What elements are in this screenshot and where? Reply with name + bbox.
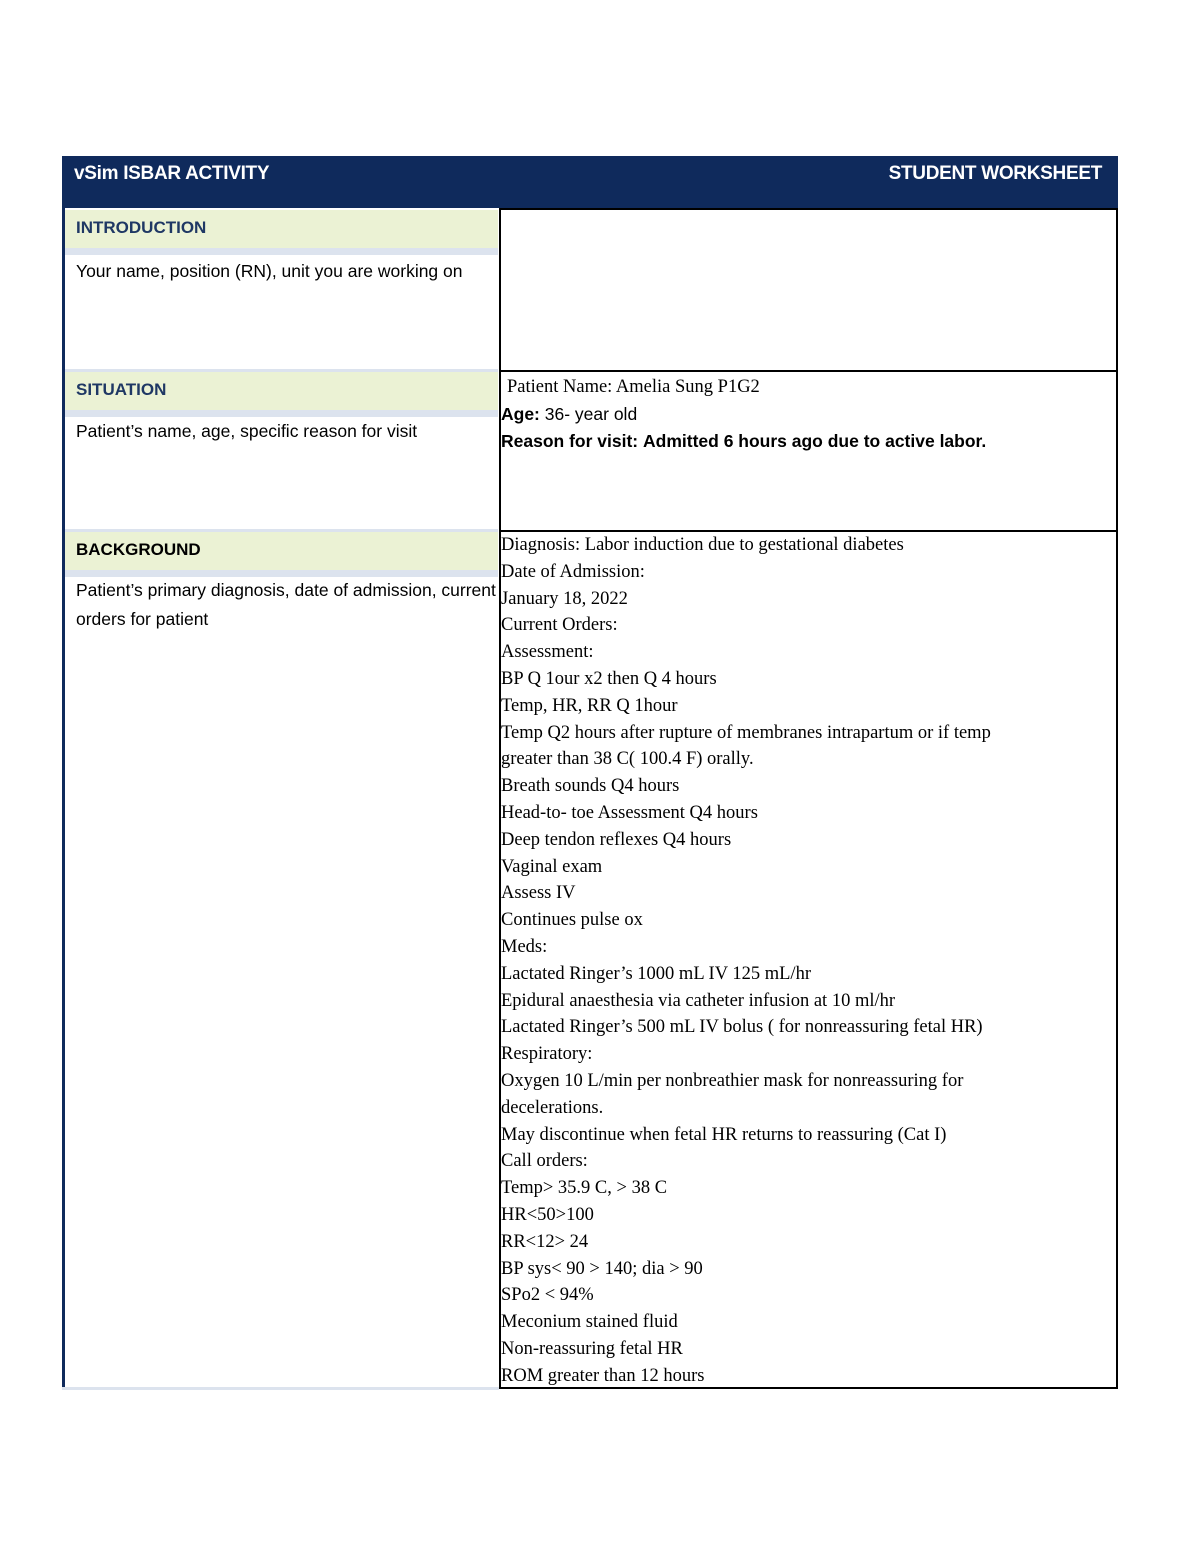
reason-for-visit: Reason for visit: Admitted 6 hours ago due to active labor. [501,430,987,451]
background-line: ROM greater than 12 hours [501,1365,705,1386]
background-line: BP Q 1our x2 then Q 4 hours [501,668,717,689]
background-line: Lactated Ringer’s 1000 mL IV 125 mL/hr [501,963,811,984]
background-description: Patient’s primary diagnosis, date of admission, current orders for patient [76,580,496,629]
background-line: Oxygen 10 L/min per nonbreathier mask for nonreassuring for [501,1070,964,1091]
bottom-border [62,1387,499,1390]
background-line: Head-to- toe Assessment Q4 hours [501,802,758,823]
background-line: Temp, HR, RR Q 1hour [501,695,678,716]
background-line: Meconium stained fluid [501,1312,678,1333]
introduction-description: Your name, position (RN), unit you are working on [76,261,463,281]
background-line: Assess IV [501,883,576,904]
background-line: Temp Q2 hours after rupture of membranes intrapartum or if temp [501,722,991,743]
background-line: Vaginal exam [501,856,603,877]
background-line: Temp> 35.9 C, > 38 C [501,1178,668,1199]
introduction-answer-box[interactable] [499,208,1118,372]
background-line: BP sys< 90 > 140; dia > 90 [501,1258,703,1279]
worksheet-label: STUDENT WORKSHEET [888,163,1102,184]
background-line: Lactated Ringer’s 500 mL IV bolus ( for nonreassuring fetal HR) [501,1017,983,1038]
background-line: greater than 38 C( 100.4 F) orally. [501,749,754,770]
activity-title: vSim ISBAR ACTIVITY [74,163,270,184]
background-line: Breath sounds Q4 hours [501,776,680,797]
situation-answer [501,374,986,454]
background-line: Meds: [501,936,548,957]
background-line: Respiratory: [501,1044,593,1065]
background-line: Call orders: [501,1151,588,1172]
background-line: May discontinue when fetal HR returns to reassuring (Cat I) [501,1124,947,1145]
situation-label: SITUATION [65,372,498,417]
background-label: BACKGROUND [65,532,498,577]
background-line: HR<50>100 [501,1204,594,1225]
background-line: Diagnosis: Labor induction due to gestational diabetes [501,535,904,555]
background-line: Epidural anaesthesia via catheter infusion at 10 ml/hr [501,990,896,1011]
background-line: RR<12> 24 [501,1231,589,1252]
worksheet-header [62,156,1118,208]
patient-name: Patient Name: Amelia Sung P1G2 [507,377,760,397]
background-line: Current Orders: [501,615,618,636]
background-line: Non-reassuring fetal HR [501,1338,683,1359]
background-line: Date of Admission: [501,561,645,582]
background-line: decelerations. [501,1097,604,1118]
background-line: Continues pulse ox [501,910,643,931]
introduction-label: INTRODUCTION [65,210,498,255]
patient-age: Age: 36- year old [501,403,638,424]
background-line: Assessment: [501,642,594,663]
situation-description: Patient’s name, age, specific reason for visit [76,421,418,441]
background-line: January 18, 2022 [501,588,628,609]
background-line: Deep tendon reflexes Q4 hours [501,829,732,850]
background-answer [501,532,991,1390]
background-line: SPo2 < 94% [501,1285,594,1306]
